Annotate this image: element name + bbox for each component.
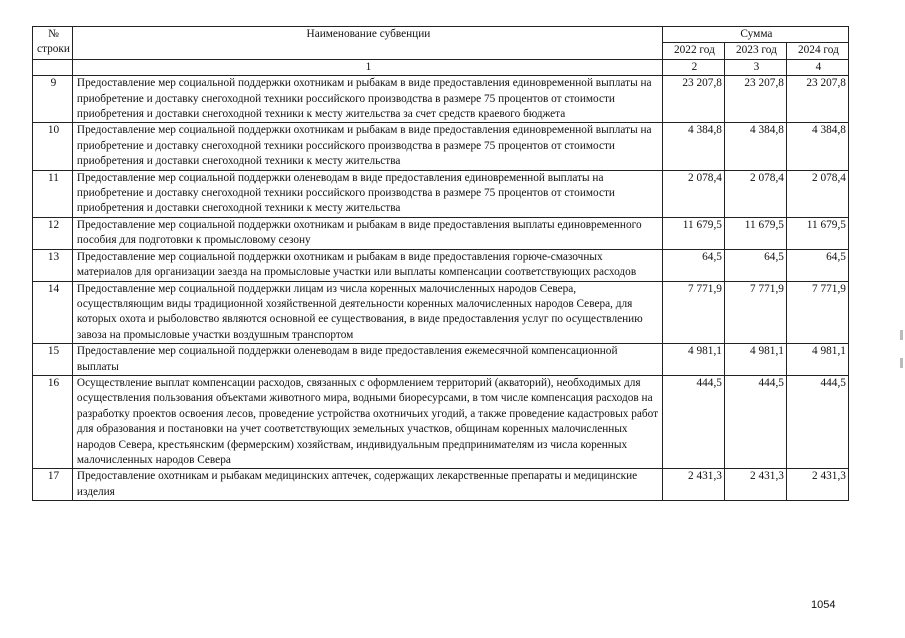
amount-2022: 4 981,1 <box>662 344 724 376</box>
row-number-header-line1: № <box>48 28 59 40</box>
column-index-cell: 1 <box>72 59 662 75</box>
subvention-name: Предоставление мер социальной поддержки охотникам и рыбакам в виде предоставления единовременной выплаты на приобретение и доставку снегоходной техники российского производства в размере 75 процентов от стоимости приобретения и доставки снегоходной техники к месту жительства за счет средств краевого бюджета <box>72 76 662 123</box>
amount-2024: 444,5 <box>786 375 848 468</box>
row-number: 14 <box>33 281 73 344</box>
amount-2023: 444,5 <box>724 375 786 468</box>
subvention-name: Предоставление мер социальной поддержки лицам из числа коренных малочисленных народов Севера, осуществляющим виды традиционной хозяйственной деятельности коренных малочисленных народов Севера, для которых охота и рыболовство являются основной ее существования, в виде предоставления услуг по осуществлению завоза на промысловые участки воздушным транспортом <box>72 281 662 344</box>
row-number: 17 <box>33 469 73 501</box>
subvention-name: Предоставление мер социальной поддержки оленеводам в виде предоставления ежемесячной компенсационной выплаты <box>72 344 662 376</box>
table-row <box>33 170 849 217</box>
table-row <box>33 249 849 281</box>
sum-header: Сумма <box>662 27 848 43</box>
column-index-cell: 2 <box>662 59 724 75</box>
subvention-name: Предоставление мер социальной поддержки оленеводам в виде предоставления единовременной выплаты на приобретение и доставку снегоходной техники российского производства в размере 75 процентов от стоимости приобретения и доставки снегоходной техники к месту жительства <box>72 170 662 217</box>
row-number: 10 <box>33 123 73 170</box>
row-number: 13 <box>33 249 73 281</box>
subvention-table-container <box>32 26 849 501</box>
amount-2023: 23 207,8 <box>724 76 786 123</box>
subvention-name: Предоставление охотникам и рыбакам медицинских аптечек, содержащих лекарственные препараты и медицинские изделия <box>72 469 662 501</box>
amount-2023: 64,5 <box>724 249 786 281</box>
table-row <box>33 281 849 344</box>
header-row-top <box>33 27 849 43</box>
row-number: 12 <box>33 217 73 249</box>
year-header-2024: 2024 год <box>786 43 848 59</box>
amount-2023: 4 384,8 <box>724 123 786 170</box>
table-row <box>33 217 849 249</box>
amount-2022: 2 078,4 <box>662 170 724 217</box>
column-index-cell <box>33 59 73 75</box>
amount-2024: 23 207,8 <box>786 76 848 123</box>
amount-2024: 64,5 <box>786 249 848 281</box>
amount-2023: 11 679,5 <box>724 217 786 249</box>
table-row <box>33 344 849 376</box>
column-index-cell: 3 <box>724 59 786 75</box>
amount-2022: 23 207,8 <box>662 76 724 123</box>
amount-2024: 2 431,3 <box>786 469 848 501</box>
scan-edge-mark <box>900 358 903 368</box>
amount-2022: 7 771,9 <box>662 281 724 344</box>
subvention-name: Предоставление мер социальной поддержки охотникам и рыбакам в виде предоставления горюче-смазочных материалов для организации заезда на промысловые участки или выплаты компенсации соответствующих расходов <box>72 249 662 281</box>
row-number-header-line2: строки <box>37 43 70 56</box>
column-index-row <box>33 59 849 75</box>
column-index-cell: 4 <box>786 59 848 75</box>
year-header-2023: 2023 год <box>724 43 786 59</box>
table-row <box>33 375 849 468</box>
amount-2024: 4 384,8 <box>786 123 848 170</box>
row-number: 11 <box>33 170 73 217</box>
amount-2024: 11 679,5 <box>786 217 848 249</box>
amount-2022: 444,5 <box>662 375 724 468</box>
table-row <box>33 123 849 170</box>
year-header-2022: 2022 год <box>662 43 724 59</box>
amount-2023: 7 771,9 <box>724 281 786 344</box>
scan-edge-mark <box>900 330 903 340</box>
subvention-name-header: Наименование субвенции <box>72 27 662 60</box>
amount-2024: 2 078,4 <box>786 170 848 217</box>
table-row <box>33 76 849 123</box>
row-number: 15 <box>33 344 73 376</box>
subvention-table <box>32 26 849 501</box>
row-number: 9 <box>33 76 73 123</box>
subvention-name: Предоставление мер социальной поддержки охотникам и рыбакам в виде предоставления единовременной выплаты на приобретение и доставку снегоходной техники российского производства в размере 75 процентов от стоимости приобретения и доставки снегоходной техники к месту жительства <box>72 123 662 170</box>
page-number: 1054 <box>811 599 836 611</box>
amount-2022: 4 384,8 <box>662 123 724 170</box>
subvention-name: Предоставление мер социальной поддержки охотникам и рыбакам в виде предоставления выплаты единовременного пособия для подготовки к промысловому сезону <box>72 217 662 249</box>
table-row <box>33 469 849 501</box>
amount-2023: 2 431,3 <box>724 469 786 501</box>
amount-2023: 2 078,4 <box>724 170 786 217</box>
amount-2024: 4 981,1 <box>786 344 848 376</box>
row-number: 16 <box>33 375 73 468</box>
row-number-header <box>33 27 73 60</box>
amount-2023: 4 981,1 <box>724 344 786 376</box>
amount-2022: 11 679,5 <box>662 217 724 249</box>
amount-2024: 7 771,9 <box>786 281 848 344</box>
amount-2022: 64,5 <box>662 249 724 281</box>
amount-2022: 2 431,3 <box>662 469 724 501</box>
subvention-name: Осуществление выплат компенсации расходов, связанных с оформлением территорий (акваторий), необходимых для осуществления пользования объектами животного мира, водными биоресурсами, в том числе компенсация расходов на разработку проектов освоения лесов, проведение устройства охотничьих угодий, а также проведение кадастровых работ для образования и постановки на учет соответствующих земельных участков, общинам коренных малочисленных народов Севера, крестьянским (фермерским) хозяйствам, индивидуальным предпринимателям из числа коренных малочисленных народов Севера <box>72 375 662 468</box>
